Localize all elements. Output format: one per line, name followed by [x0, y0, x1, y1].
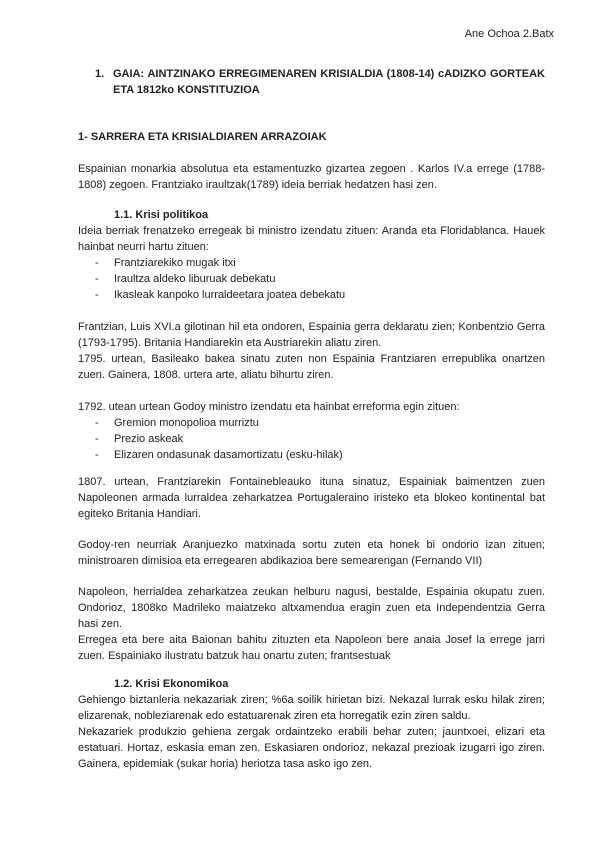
economy-paragraph-2: Nekazariek produkzio gehiena zergak ordaintzeko erabili behar zuten; jauntxoei, elizari eta estatuari. Hortaz, eskasia eman zen. Eskasiaren ondorioz, nekazal prezioak izugarri igo ziren. Gainera, epidemiak (sukar horia) heriotza tasa asko igo zen.	[78, 726, 545, 770]
war-paragraph-1: Frantzian, Luis XVI.a gilotinan hil eta ondoren, Espainia gerra deklaratu zien; Konbentzio Gerra (1793-1795). Britania Handiarekin eta Austriarekin aliatu ziren.	[78, 321, 545, 349]
godoy-intro: 1792. utean urtean Godoy ministro izendatu eta hainbat erreforma egin zituen:	[78, 401, 460, 413]
treaty-block	[78, 474, 545, 522]
economy-heading: 1.2. Krisi Ekonomikoa	[114, 678, 229, 690]
intro-text: Espainian monarkia absolutua eta estamentuzko gizartea zegoen . Karlos IV.a errege (1788-1808) zegoen. Frantziako iraultzak(1789) ideia berriak hedatzen hasi zen.	[78, 163, 545, 191]
politics-intro: Ideia berriak frenatzeko erregeak bi ministro izendatu zituen: Aranda eta Floridablanca. Hauek hainbat neurri hartu zituen:	[78, 225, 545, 253]
list-item: - Ikasleak kanpoko lurraldeetara joatea debekatu	[78, 287, 545, 303]
list-item: - Frantziarekiko mugak itxi	[78, 255, 545, 271]
list-item: - Iraultza aldeko liburuak debekatu	[78, 271, 545, 287]
intro-paragraph	[78, 161, 545, 193]
napoleon-paragraph: Napoleon, herrialdea zeharkatzea zeukan helburu nagusi, bestalde, Espainia okupatu zuen. Ondorioz, 1808ko Madrileko maiatzeko altxamendua eragin zuen eta Independentzia Gerra hasi zen.	[78, 586, 545, 630]
aranjuez-paragraph: Godoy-ren neurriak Aranjuezko matxinada sortu zuten eta honek bi ondorio izan zituen; ministroaren dimisioa eta erregearen abdikazioa bere semearengan (Fernando VII)	[78, 539, 545, 567]
title-text: GAIA: AINTZINAKO ERREGIMENAREN KRISIALDIA (1808-14) cADIZKO GORTEAK ETA 1812ko KONSTITUZIOA	[113, 68, 545, 96]
list-item: - Prezio askeak	[78, 431, 545, 447]
economy-block	[78, 692, 545, 772]
title-number: 1.	[95, 68, 105, 80]
list-item: - Gremion monopolioa murriztu	[78, 415, 545, 431]
politics-intro-block	[78, 223, 545, 303]
politics-heading: 1.1. Krisi politikoa	[114, 209, 209, 221]
war-paragraph-2: 1795. urtean, Basileako bakea sinatu zuten non Espainia Frantziaren errepublika onartzen zuen. Gainera, 1808. urtera arte, aliatu bihurtu ziren.	[78, 353, 545, 381]
measures-list	[78, 255, 545, 303]
economy-paragraph-1: Gehiengo biztanleria nekazariak ziren; %6a soilik hirietan bizi. Nekazal lurrak esku hilak ziren; elizarenak, nobleziarenak edo estatuarenak ziren eta horregatik ezin ziren saldu.	[78, 694, 545, 722]
aranjuez-block	[78, 537, 545, 569]
reforms-list	[78, 415, 545, 463]
war-block	[78, 319, 545, 383]
napoleon-block	[78, 584, 545, 664]
godoy-block	[78, 399, 545, 463]
document-title	[95, 66, 545, 98]
section-heading: 1- SARRERA ETA KRISIALDIAREN ARRAZOIAK	[78, 131, 327, 143]
list-item: - Elizaren ondasunak dasamortizatu (esku-hilak)	[78, 447, 545, 463]
baiona-paragraph: Erregea eta bere aita Baionan bahitu zituzten eta Napoleon bere anaia Josef la errege jarri zuen. Espainiako ilustratu batzuk hau onartu zuten; frantsestuak	[78, 634, 545, 662]
treaty-paragraph: 1807. urtean, Frantziarekin Fontainebleauko ituna sinatuz, Espainiak baimentzen zuen Napoleonen armada lurraldea zeharkatzea Portugaleraino iristeko eta blokeo kontinental bat egiteko Britania Handiari.	[78, 476, 545, 520]
author-header: Ane Ochoa 2.Batx	[464, 28, 554, 40]
